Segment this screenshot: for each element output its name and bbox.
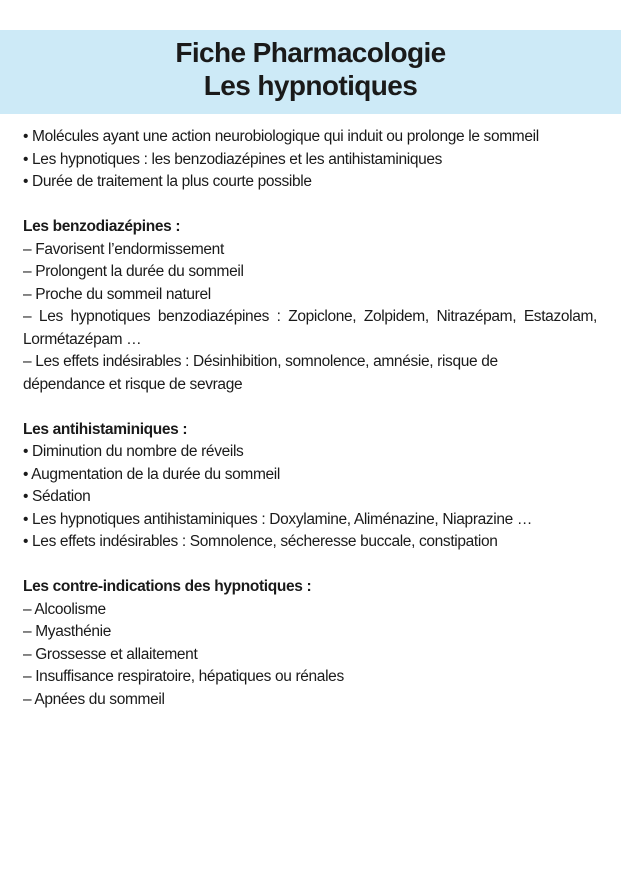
page-header	[0, 30, 621, 114]
list-item: • Les hypnotiques antihistaminiques : Doxylamine, Aliménazine, Niaprazine …	[23, 510, 533, 528]
list-item: – Myasthénie	[23, 623, 111, 640]
section-contre-indications	[23, 576, 597, 711]
page-title: Fiche Pharmacologie	[175, 37, 446, 68]
section-title: Les contre-indications des hypnotiques :	[23, 578, 312, 595]
list-item: – Alcoolisme	[23, 600, 106, 618]
section-title: Les benzodiazépines :	[23, 218, 181, 235]
list-item: – Insuffisance respiratoire, hépatiques ou rénales	[23, 668, 344, 685]
list-item: – Les effets indésirables : Désinhibition, somnolence, amnésie, risque de dépendance et risque de sevrage	[23, 353, 498, 393]
list-item: – Favorisent l’endormissement	[23, 240, 224, 258]
intro-item: • Molécules ayant une action neurobiologique qui induit ou prolonge le sommeil	[23, 128, 539, 145]
intro-item: • Durée de traitement la plus courte possible	[23, 173, 312, 190]
list-item: – Apnées du sommeil	[23, 690, 165, 708]
document-body	[23, 126, 597, 711]
section-antihistaminiques	[23, 419, 597, 554]
intro-item: • Les hypnotiques : les benzodiazépines et les antihistaminiques	[23, 150, 443, 168]
page-subtitle: Les hypnotiques	[203, 70, 418, 101]
section-title: Les antihistaminiques :	[23, 420, 188, 438]
list-item: • Les effets indésirables : Somnolence, sécheresse buccale, constipation	[23, 533, 498, 550]
section-benzodiazepines	[23, 216, 597, 396]
list-item: • Sédation	[23, 488, 91, 505]
intro-list	[23, 126, 597, 194]
list-item: – Prolongent la durée du sommeil	[23, 263, 244, 280]
list-item: – Proche du sommeil naturel	[23, 285, 211, 303]
list-item: • Diminution du nombre de réveils	[23, 443, 244, 460]
list-item: • Augmentation de la durée du sommeil	[23, 465, 280, 483]
list-item: – Les hypnotiques benzodiazépines : Zopiclone, Zolpidem, Nitrazépam, Estazolam, Lormétazépam …	[23, 308, 597, 348]
list-item: – Grossesse et allaitement	[23, 645, 198, 663]
